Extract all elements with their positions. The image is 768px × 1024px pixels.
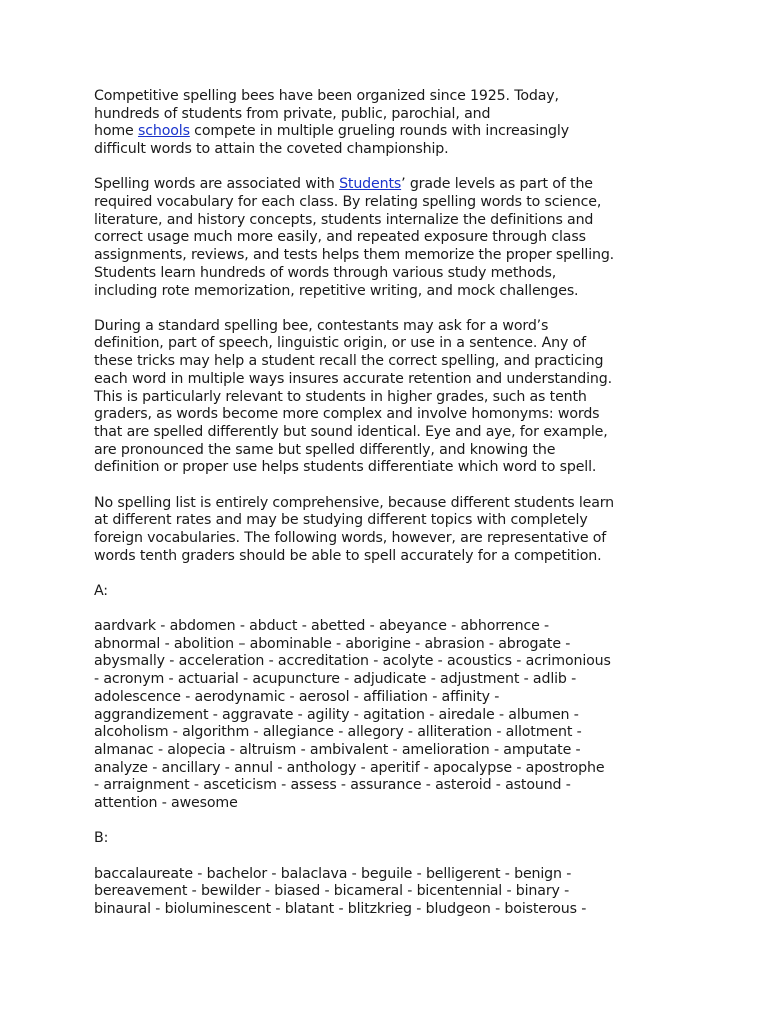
- text-line: almanac - alopecia - altruism - ambivalent - amelioration - amputate -: [94, 742, 581, 758]
- text-line: definition or proper use helps students differentiate which word to spell.: [94, 459, 597, 476]
- section-heading-b: B:: [94, 830, 109, 847]
- text-fragment: Spelling words are associated with: [94, 176, 340, 193]
- text-line: definition, part of speech, linguistic origin, or use in a sentence. Any of: [94, 335, 586, 352]
- text-line: This is particularly relevant to students in higher grades, such as tenth: [94, 388, 587, 405]
- text-line: aggrandizement - aggravate - agility - agitation - airedale - albumen -: [94, 706, 579, 723]
- word-list-a: [94, 618, 708, 813]
- text-line: each word in multiple ways insures accurate retention and understanding.: [94, 370, 612, 387]
- text-line: aardvark - abdomen - abduct - abetted - abeyance - abhorrence -: [94, 618, 550, 635]
- text-line: foreign vocabularies. The following words, however, are representative of: [94, 529, 607, 546]
- text-fragment: ’ grade levels as part of the: [401, 176, 593, 193]
- text-line: analyze - ancillary - annul - anthology - aperitif - apocalypse - apostrophe: [94, 759, 605, 776]
- text-line: at different rates and may be studying different topics with completely: [94, 512, 588, 529]
- text-line: abysmally - acceleration - accreditation - acolyte - acoustics - acrimonious: [94, 653, 611, 670]
- text-line: - acronym - actuarial - acupuncture - adjudicate - adjustment - adlib -: [94, 671, 577, 688]
- text-line: bereavement - bewilder - biased - bicameral - bicentennial - binary -: [94, 883, 570, 900]
- text-line: that are spelled differently but sound identical. Eye and aye, for example,: [94, 423, 608, 440]
- text-fragment: home: [94, 123, 138, 140]
- text-line: [94, 176, 708, 194]
- text-line: Students learn hundreds of words through various study methods,: [94, 264, 557, 281]
- text-fragment: compete in multiple grueling rounds with increasingly: [189, 123, 569, 140]
- text-line: adolescence - aerodynamic - aerosol - affiliation - affinity -: [94, 688, 500, 705]
- text-line: correct usage much more easily, and repeated exposure through class: [94, 229, 586, 246]
- paragraph-spelling-list: [94, 495, 708, 566]
- text-line: Competitive spelling bees have been organized since 1925. Today,: [94, 88, 559, 104]
- text-line: assignments, reviews, and tests helps them memorize the proper spelling.: [94, 247, 615, 264]
- schools-link[interactable]: schools: [137, 123, 190, 140]
- text-line: graders, as words become more complex and involve homonyms: words: [94, 406, 600, 423]
- text-line: baccalaureate - bachelor - balaclava - beguile - belligerent - benign -: [94, 865, 572, 882]
- text-line: During a standard spelling bee, contestants may ask for a word’s: [94, 317, 549, 334]
- text-line: binaural - bioluminescent - blatant - blitzkrieg - bludgeon - boisterous -: [94, 900, 587, 917]
- students-link[interactable]: Students: [339, 176, 402, 193]
- text-line: No spelling list is entirely comprehensive, because different students learn: [94, 494, 615, 511]
- text-line: abnormal - abolition – abominable - aborigine - abrasion - abrogate -: [94, 635, 571, 652]
- text-line: alcoholism - algorithm - allegiance - allegory - alliteration - allotment -: [94, 724, 582, 741]
- text-line: required vocabulary for each class. By relating spelling words to science,: [94, 194, 602, 211]
- text-line: difficult words to attain the coveted championship.: [94, 141, 449, 158]
- word-list-b: [94, 866, 708, 919]
- text-line: are pronounced the same but spelled differently, and knowing the: [94, 441, 556, 458]
- text-line: literature, and history concepts, students internalize the definitions and: [94, 211, 594, 228]
- section-heading-a: A:: [94, 582, 108, 599]
- text-line: attention - awesome: [94, 795, 238, 812]
- text-line: hundreds of students from private, public, parochial, and: [94, 105, 491, 122]
- paragraph-grade-levels: [94, 176, 708, 300]
- text-line: these tricks may help a student recall the correct spelling, and practicing: [94, 353, 604, 370]
- text-line: - arraignment - asceticism - assess - assurance - asteroid - astound -: [94, 777, 571, 794]
- text-line: words tenth graders should be able to spell accurately for a competition.: [94, 547, 602, 564]
- paragraph-intro: [94, 88, 708, 159]
- paragraph-standard-bee: [94, 318, 708, 477]
- text-line: including rote memorization, repetitive writing, and mock challenges.: [94, 282, 579, 299]
- text-line: [94, 123, 708, 141]
